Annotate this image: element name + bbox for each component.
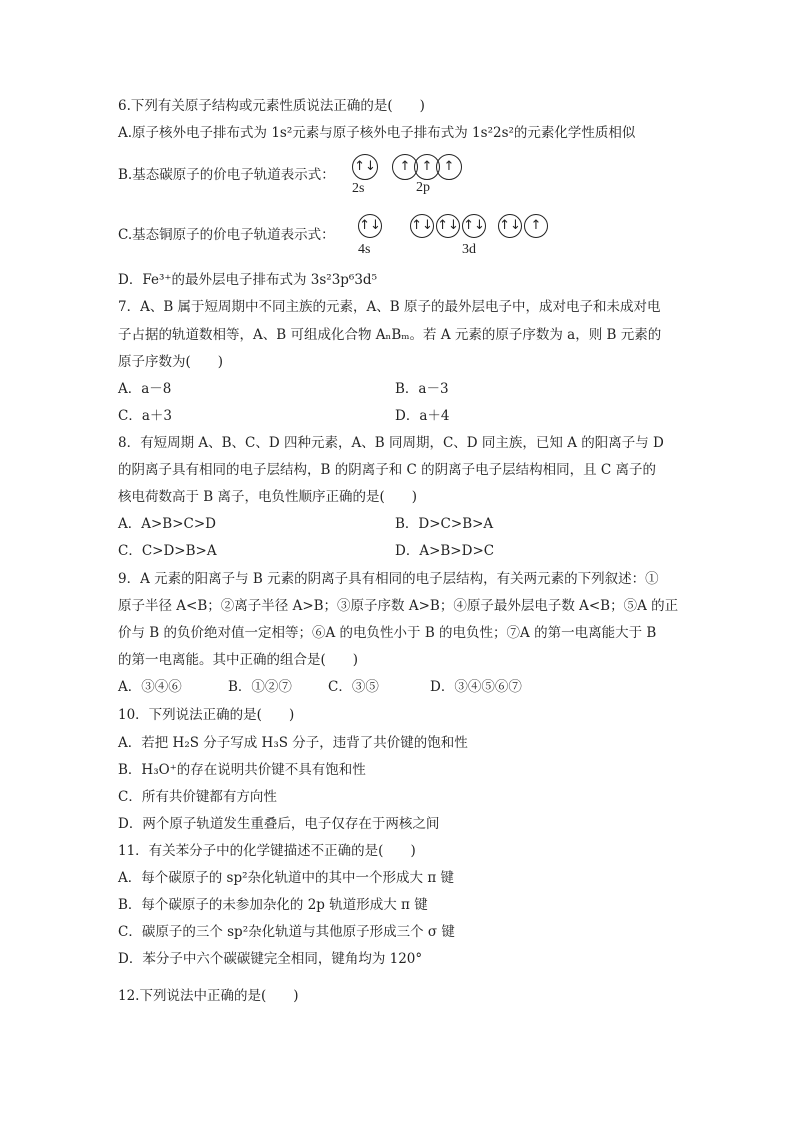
orbital-2p-label: 2p bbox=[416, 180, 430, 195]
q9-option-c: C．③⑤ bbox=[328, 679, 379, 695]
orbital-2p-box-1: ↑ bbox=[392, 154, 418, 180]
q11-option-a: A．每个碳原子的 sp²杂化轨道中的其中一个形成大 π 键 bbox=[118, 870, 454, 886]
q6-option-c: C.基态铜原子的价电子轨道表示式： bbox=[118, 227, 335, 243]
q10-option-a: A．若把 H₂S 分子写成 H₃S 分子，违背了共价键的饱和性 bbox=[118, 735, 468, 751]
q10-option-b: B．H₃O⁺的存在说明共价键不具有饱和性 bbox=[118, 762, 366, 778]
q7-line-1: 7．A、B 属于短周期中不同主族的元素，A、B 原子的最外层电子中，成对电子和未成对电 bbox=[118, 299, 661, 315]
q12-stem: 12.下列说法中正确的是( ) bbox=[118, 988, 299, 1004]
q8-line-2: 的阴离子具有相同的电子层结构，B 的阴离子和 C 的阴离子电子层结构相同，且 C 离子的 bbox=[118, 462, 657, 478]
orbital-2p-box-2: ↑ bbox=[414, 154, 440, 180]
orbital-3d-box-2: ↑↓ bbox=[436, 214, 460, 238]
orbital-3d-box-1: ↑↓ bbox=[410, 214, 434, 238]
orbital-3d-box-4: ↑↓ bbox=[498, 214, 522, 238]
q11-option-c: C．碳原子的三个 sp²杂化轨道与其他原子形成三个 σ 键 bbox=[118, 924, 455, 940]
q9-line-4: 的第一电离能。其中正确的组合是( ) bbox=[118, 652, 359, 668]
q8-line-3: 核电荷数高于 B 离子，电负性顺序正确的是( ) bbox=[118, 489, 418, 505]
q6-option-d: D．Fe³⁺的最外层电子排布式为 3s²3p⁶3d⁵ bbox=[118, 272, 377, 288]
q7-line-2: 子占据的轨道数相等，A、B 可组成化合物 AₙBₘ。若 A 元素的原子序数为 a，则 B 元素的 bbox=[118, 327, 662, 343]
q11-stem: 11．有关苯分子中的化学键描述不正确的是( ) bbox=[118, 843, 416, 859]
q7-option-c: C．a＋3 bbox=[118, 408, 172, 424]
q6-stem: 6.下列有关原子结构或元素性质说法正确的是( ) bbox=[118, 98, 425, 114]
q7-line-3: 原子序数为( ) bbox=[118, 354, 224, 370]
q9-line-3: 价与 B 的负价绝对值一定相等；⑥A 的电负性小于 B 的电负性；⑦A 的第一电离能大于 B bbox=[118, 625, 657, 641]
orbital-3d-label: 3d bbox=[462, 242, 476, 257]
q9-option-d: D．③④⑤⑥⑦ bbox=[430, 679, 522, 695]
orbital-3d-box-3: ↑↓ bbox=[462, 214, 486, 238]
q8-option-a: A．A>B>C>D bbox=[118, 516, 217, 532]
q8-option-c: C．C>D>B>A bbox=[118, 543, 217, 559]
q11-option-b: B．每个碳原子的未参加杂化的 2p 轨道形成大 π 键 bbox=[118, 897, 428, 913]
q6-option-a: A.原子核外电子排布式为 1s²元素与原子核外电子排布式为 1s²2s²的元素化学性质相似 bbox=[118, 125, 636, 141]
orbital-2s-box: ↑↓ bbox=[352, 154, 378, 180]
orbital-4s-label: 4s bbox=[358, 242, 371, 257]
q9-option-b: B．①②⑦ bbox=[228, 679, 292, 695]
q9-option-a: A．③④⑥ bbox=[118, 679, 182, 695]
orbital-3d-box-5: ↑ bbox=[524, 214, 548, 238]
q7-option-d: D．a＋4 bbox=[395, 408, 450, 424]
q9-line-1: 9．A 元素的阳离子与 B 元素的阴离子具有相同的电子层结构，有关两元素的下列叙述：① bbox=[118, 571, 659, 587]
q8-option-d: D．A>B>D>C bbox=[395, 543, 495, 559]
q8-option-b: B．D>C>B>A bbox=[395, 516, 494, 532]
q10-option-d: D．两个原子轨道发生重叠后，电子仅存在于两核之间 bbox=[118, 816, 440, 832]
q9-line-2: 原子半径 A<B；②离子半径 A>B；③原子序数 A>B；④原子最外层电子数 A<B；⑤A 的正 bbox=[118, 598, 679, 614]
orbital-4s-box: ↑↓ bbox=[358, 214, 382, 238]
q11-option-d: D．苯分子中六个碳碳键完全相同，键角均为 120° bbox=[118, 951, 423, 967]
orbital-2s-label: 2s bbox=[352, 181, 365, 196]
orbital-2p-box-3: ↑ bbox=[436, 154, 462, 180]
q7-option-b: B．a－3 bbox=[395, 381, 449, 397]
q10-option-c: C．所有共价键都有方向性 bbox=[118, 789, 277, 805]
q7-option-a: A．a－8 bbox=[118, 381, 172, 397]
q6-option-b: B.基态碳原子的价电子轨道表示式： bbox=[118, 167, 335, 183]
q8-line-1: 8．有短周期 A、B、C、D 四种元素，A、B 同周期，C、D 同主族，已知 A 的阳离子与 D bbox=[118, 435, 664, 451]
q10-stem: 10．下列说法正确的是( ) bbox=[118, 707, 295, 723]
